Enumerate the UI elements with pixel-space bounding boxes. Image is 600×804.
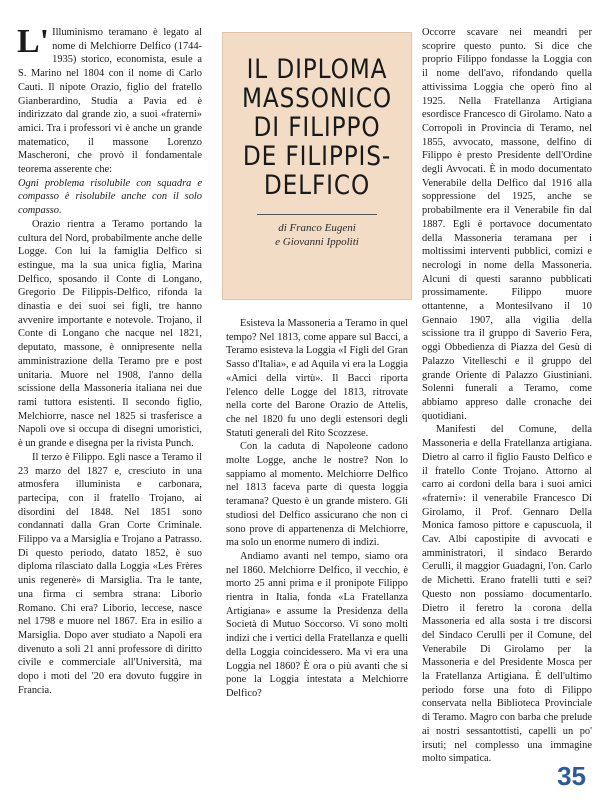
paragraph-orazio: Orazio rientra a Teramo portando la cultura del Nord, probabilmente anche delle Logge. Con lui la famiglia Delfico si estingue, ma la sua unica figlia, Marina Delfico, sposando il Conte di Longano, Gregorio De Filippis-Delfico, rifonda la dinastia e dei suoi sei figli, tre hanno avvenire importante e notevole. Trojano, il Conte di Longano che nacque nel 1821, deputato, massone, è onnipresente nella amministrazione della Teramo pre e post unitaria. Muore nel 1908, l'anno della scissione della Massoneria italiana nei due rami tuttora esistenti. Il secondo figlio, Melchiorre, nasce nel 1825 si trasferisce a Napoli ove si occupa di disegni umoristici, è un grande e disegna per la rivista Punch. — [18, 218, 202, 450]
paragraph-loggia: Occorre scavare nei meandri per scoprire questo punto. Si dice che proprio Filippo fondasse la Loggia con il nome dell'avo, rifondando quella attivissima Loggia che operò fino al 1925. Nella Fratellanza Artigiana esordisce Francesco di Girolamo. Nato a Corropoli in Provincia di Teramo, nel 1855, avvocato, massone, delfino di Filippo è presto Presidente dell'Ordine degli Avvocati. È in modo documentato Venerabile della Delfico dal 1916 alla soppressione del 1925, anche se probabilmente era il Venerabile fin dal 1887. Egli è portavoce documentato della Massoneria teramana per i moltissimi interventi pubblici, comizi e necrologi in nome della Massoneria. Alcuni di questi saranno pubblicati prossimamente. Filippo muore ottantenne, a Montesilvano il 10 Gennaio 1907, alla vigilia della scissione tra il gruppo di Saverio Fera, oggi Obbedienza di Piazza del Gesù di Palazzo Vitelleschi e il gruppo del grande Oriente di Palazzo Giustiniani. Solenni funerali a Teramo, come abbiamo appreso dalle cronache dei quotidiani. — [422, 27, 592, 422]
column-3 — [422, 26, 592, 766]
title-box — [222, 32, 412, 300]
paragraph-funerali: Manifesti del Comune, della Massoneria e della Fratellanza artigiana. Dietro al carro il figlio Fausto Delfico e il fratello Conte Trojano. Attorno al carro ai cordoni della bara i suoi amici «fraterni»: il venerabile Francesco Di Girolamo, il Prof. Gennaro Della Monica famoso pittore e capuscuola, il Cav. Albi capostipite di avvocati e amministratori, il sindaco Berardo Cerulli, il maggior Guadagni, l'on. Carlo de Michetti. Erano fratelli tutti e sei? Questo non possiamo documentarlo. Dietro il feretro la corona della Massoneria ed alla sosta i tre discorsi del Sindaco Cerulli per il Comune, del Venerabile Di Girolamo per la Massoneria e del Presidente Mosca per la Fratellanza Artigiana. È dell'ultimo periodo forse una foto di Filippo conservata nella Biblioteca Provinciale di Teramo. Magro con barba che prelude ai nostri sessantottisti, capelli un po' irsuti; nel complesso una immagine molto simpatica. — [422, 424, 592, 765]
title-line: DE FILIPPIS- — [242, 141, 392, 172]
paragraph-1860: Andiamo avanti nel tempo, siamo ora nel 1860. Melchiorre Delfico, il vecchio, è morto 25 anni prima e il pronipote Filippo rientra in Italia, fonda «La Fratellanza Artigiana» e assume la Presidenza della Società di Mutuo Soccorso. Vi sono molti indizi che i vertici della Fratellanza e quelli della Loggia coincidessero. Ma vi era una Loggia nel 1860? È ora o più avanti che si pone la Loggia intestata a Melchiorre Delfico? — [226, 550, 408, 699]
page-number: 35 — [557, 761, 586, 791]
byline-line-2: e Giovanni Ippoliti — [275, 236, 359, 248]
article-title — [236, 55, 398, 200]
column-1 — [17, 23, 202, 697]
paragraph-filippo: Il terzo è Filippo. Egli nasce a Teramo il 23 marzo del 1827 e, cresciuto in una atmosfera illuminista e carbonara, partecipa, con il fratello Trojano, ai disordini del 1848. Nel 1851 sono condannati dalla Gran Corte Criminale. Filippo va a Marsiglia e Trojano a Patrasso. Di questo periodo, datato 1852, è suo diploma rilasciato dalla Loggia «Les Frères unis regenerè» di Marsiglia. Tra le tante, una firma ci sembra strana: Liborio Romano. Chi era? Liborio, leccese, nasce nel 1798 e muore nel 1867. Era in esilio a Marsiglia. Dopo aver studiato a Napoli era divenuto a soli 21 anni professore di diritto civile e commerciale all'Università, ma dopo i moti del '20 era dovuto fuggire in Francia. — [18, 451, 202, 696]
title-line: MASSONICO — [241, 83, 393, 114]
title-line: DELFICO — [263, 170, 371, 201]
paragraph-massoneria: Esisteva la Massoneria a Teramo in quel tempo? Nel 1813, come appare sul Bacci, a Teramo esisteva la Loggia «I Figli del Gran Sasso d'Italia», e ad Aquila vi era la Loggia «Amici della virtù». Il Bacci riporta l'elenco delle Logge del 1813, ritrovate nella corte del Barone Orazio de Attelis, che nel 1820 fu uno degli estensori degli Statuti generali del Rito Scozzese. — [226, 318, 408, 439]
title-line: IL DIPLOMA — [246, 54, 388, 85]
drop-cap: L' — [17, 23, 50, 60]
title-divider — [257, 214, 377, 215]
column-2 — [226, 317, 408, 701]
paragraph-napoleone: Con la caduta di Napoleone cadono molte Logge, anche le nostre? Non lo sappiamo al momento. Melchiorre Delfico nel 1813 faceva parte di questa loggia teramana? Questo è un grande mistero. Gli studiosi del Delfico assicurano che non ci sono prove di appartenenza di Melchiorre, ma solo un enorme numero di indizi. — [226, 441, 408, 549]
theorem-italic: Ogni problema risolubile con squadra e compasso è risolubile anche con il solo compasso. — [18, 177, 202, 217]
byline-line-1: di Franco Eugeni — [278, 222, 356, 234]
title-line: DI FILIPPO — [253, 112, 381, 143]
intro-paragraph: L' Illuminismo teramano è legato al nome di Melchiorre Delfico (1744-1935) storico, economista, esule a S. Marino nel 1804 con il nome di Carlo Cauti. Il nipote Orazio, figlio del fratello Gianberardino, Studia a Pavia ed è indirizzato dal grande zio, a suoi «fraterni» amici. Tra i professori vi è anche un grande matematico, il massone Lorenzo Mascheroni, che provò il fondamentale teorema asserente che: — [17, 23, 202, 176]
